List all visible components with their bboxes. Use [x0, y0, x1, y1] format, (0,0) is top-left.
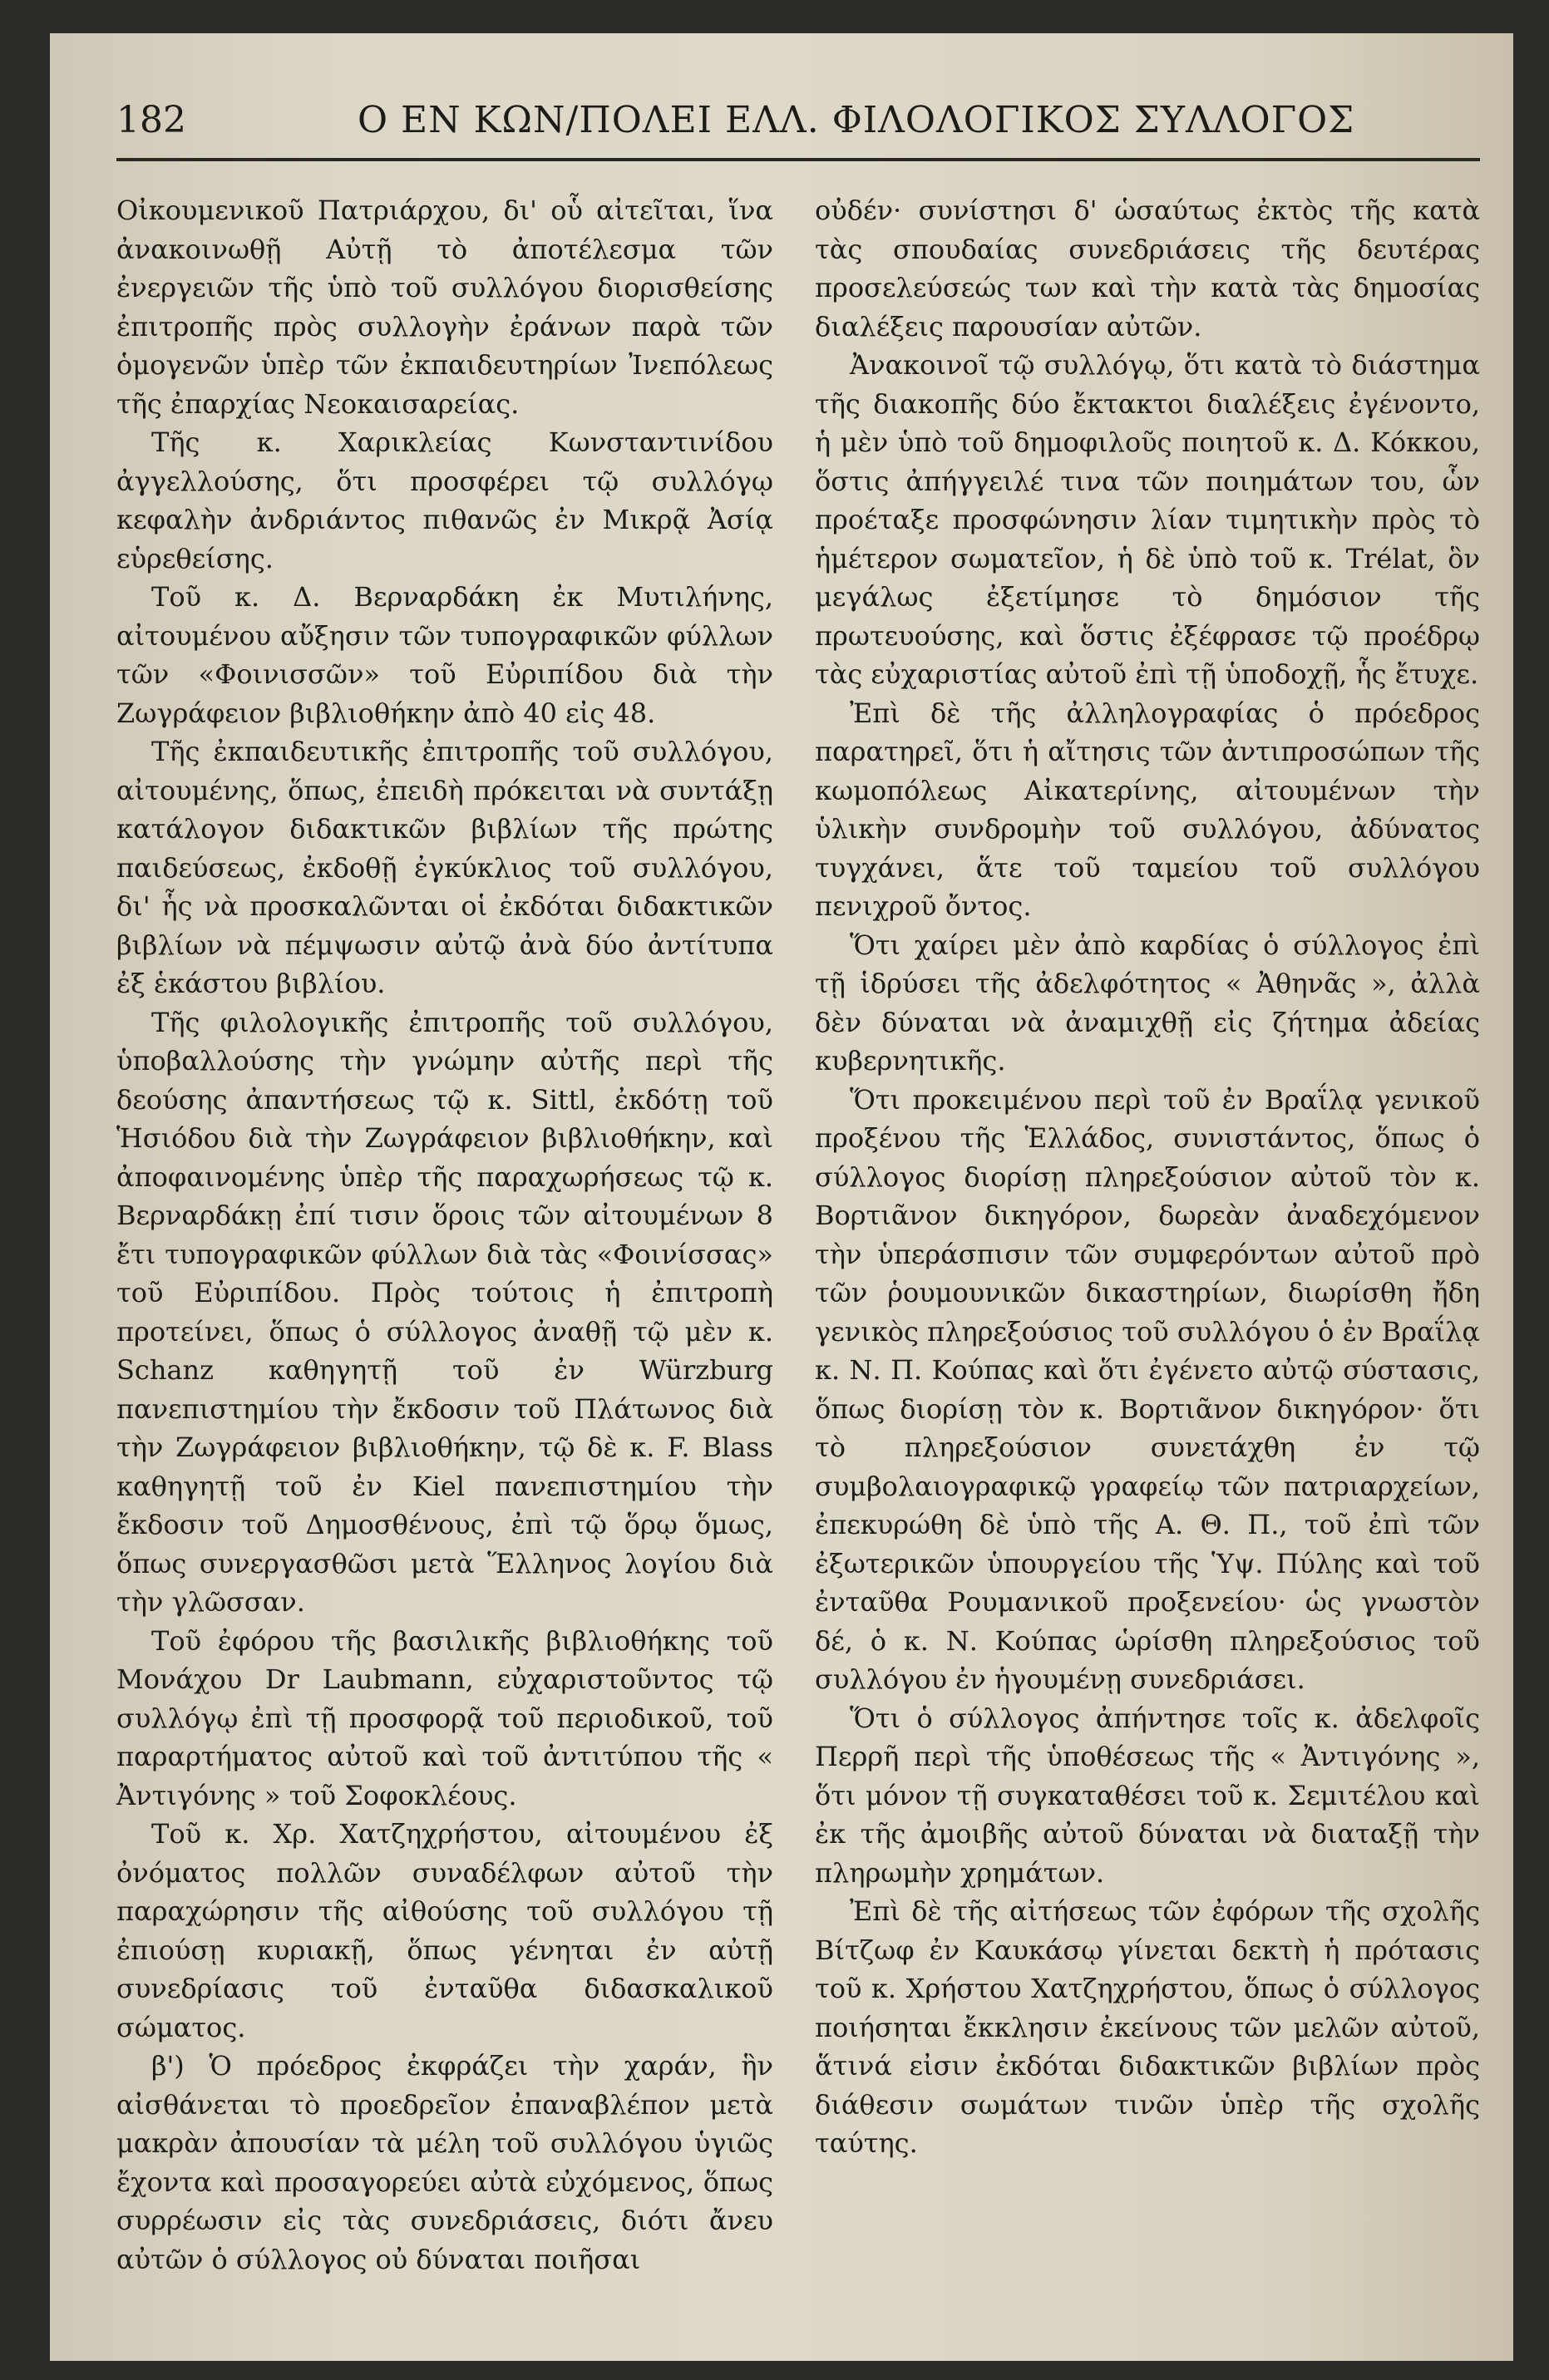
book-page — [50, 33, 1513, 2361]
left-column — [116, 191, 773, 2279]
paragraph: Τοῦ κ. Χρ. Χατζηχρήστου, αἰτουμένου ἐξ ὀνόματος πολλῶν συναδέλφων αὐτοῦ τὴν παραχώρησιν τῆς αἰθούσης τοῦ συλλόγου τῇ ἐπιούσῃ κυριακῇ, ὅπως γένηται ἐν αὐτῇ συνεδρίασις τοῦ ἐνταῦθα διδασκαλικοῦ σώματος. — [116, 1818, 773, 2043]
paragraph: Ὅτι προκειμένου περὶ τοῦ ἐν Βραΐλᾳ γενικοῦ προξένου τῆς Ἑλλάδος, συνιστάντος, ὅπως ὁ σύλλογος διορίσῃ πληρεξούσιον αὐτοῦ τὸν κ. Βορτιᾶνον δικηγόρον, δωρεὰν ἀναδεχόμενον τὴν ὑπεράσπισιν τῶν συμφερόντων αὐτοῦ πρὸ τῶν ῥουμουνικῶν δικαστηρίων, διωρίσθη ἤδη γενικὸς πληρεξούσιος τοῦ συλλόγου ὁ ἐν Βραΐλᾳ κ. Ν. Π. Κούπας καὶ ὅτι ἐγένετο αὐτῷ σύστασις, ὅπως διορίσῃ τὸν κ. Βορτιᾶνον δικηγόρον· ὅτι τὸ πληρεξούσιον συνετάχθη ἐν τῷ συμβολαιογραφικῷ γραφείῳ τῶν πατριαρχείων, ἐπεκυρώθη δὲ ὑπὸ τῆς Α. Θ. Π., τοῦ ἐπὶ τῶν ἐξωτερικῶν ὑπουργείου τῆς Ὑψ. Πύλης καὶ τοῦ ἐνταῦθα Ρουμανικοῦ προξενείου· ὡς γνωστὸν δέ, ὁ κ. Ν. Κούπας ὡρίσθη πληρεξούσιος τοῦ συλλόγου ἐν ἡγουμένῃ συνεδριάσει. — [815, 1083, 1480, 1695]
paragraph: Ἀνακοινοῖ τῷ συλλόγῳ, ὅτι κατὰ τὸ διάστημα τῆς διακοπῆς δύο ἔκτακτοι διαλέξεις ἐγένοντο, ἡ μὲν ὑπὸ τοῦ δημοφιλοῦς ποιητοῦ κ. Δ. Κόκκου, ὅστις ἀπήγγειλέ τινα τῶν ποιημάτων του, ὧν προέταξε προσφώνησιν λίαν τιμητικὴν πρὸς τὸ ἡμέτερον σωματεῖον, ἡ δὲ ὑπὸ τοῦ κ. Trélat, ὃν μεγάλως ἐξετίμησε τὸ δημόσιον τῆς πρωτευούσης, καὶ ὅστις ἐξέφρασε τῷ προέδρῳ τὰς εὐχαριστίας αὐτοῦ ἐπὶ τῇ ὑποδοχῇ, ἧς ἔτυχε. — [815, 349, 1480, 690]
paragraph: Τῆς ἐκπαιδευτικῆς ἐπιτροπῆς τοῦ συλλόγου, αἰτουμένης, ὅπως, ἐπειδὴ πρόκειται νὰ συντάξῃ κατάλογον διδακτικῶν βιβλίων τῆς πρώτης παιδεύσεως, ἐκδοθῇ ἐγκύκλιος τοῦ συλλόγου, δι' ἧς νὰ προσκαλῶνται οἱ ἐκδόται διδακτικῶν βιβλίων νὰ πέμψωσιν αὐτῷ ἀνὰ δύο ἀντίτυπα ἐξ ἑκάστου βιβλίου. — [116, 736, 773, 999]
paragraph: Τοῦ ἐφόρου τῆς βασιλικῆς βιβλιοθήκης τοῦ Μονάχου Dr Laubmann, εὐχαριστοῦντος τῷ συλλόγῳ ἐπὶ τῇ προσφορᾷ τοῦ περιοδικοῦ, τοῦ παραρτήματος αὐτοῦ καὶ τοῦ ἀντιτύπου τῆς « Ἀντιγόνης » τοῦ Σοφοκλέους. — [116, 1624, 773, 1811]
right-column — [815, 191, 1480, 2163]
running-head: Ο ΕΝ ΚΩΝ/ΠΟΛΕΙ ΕΛΛ. ΦΙΛΟΛΟΓΙΚΟΣ ΣΥΛΛΟΓΟΣ — [358, 99, 1355, 141]
paragraph: Τῆς φιλολογικῆς ἐπιτροπῆς τοῦ συλλόγου, ὑποβαλλούσης τὴν γνώμην αὐτῆς περὶ τῆς δεούσης ἀπαντήσεως τῷ κ. Sittl, ἐκδότῃ τοῦ Ἡσιόδου διὰ τὴν Ζωγράφειον βιβλιοθήκην, καὶ ἀποφαινομένης ὑπὲρ τῆς παραχωρήσεως τῷ κ. Βερναρδάκῃ ἐπί τισιν ὅροις τῶν αἰτουμένων 8 ἔτι τυπογραφικῶν φύλλων διὰ τὰς «Φοινίσσας» τοῦ Εὐριπίδου. Πρὸς τούτοις ἡ ἐπιτροπὴ προτείνει, ὅπως ὁ σύλλογος ἀναθῇ τῷ μὲν κ. Schanz καθηγητῇ τοῦ ἐν Würzburg πανεπιστημίου τὴν ἔκδοσιν τοῦ Πλάτωνος διὰ τὴν Ζωγράφειον βιβλιοθήκην, τῷ δὲ κ. F. Blass καθηγητῇ τοῦ ἐν Kiel πανεπιστημίου τὴν ἔκδοσιν τοῦ Δημοσθένους, ἐπὶ τῷ ὅρῳ ὅμως, ὅπως συνεργασθῶσι μετὰ Ἕλληνος λογίου διὰ τὴν γλῶσσαν. — [116, 1006, 773, 1618]
page-header — [116, 83, 1447, 141]
page-number: 182 — [116, 99, 186, 141]
paragraph: Ὅτι ὁ σύλλογος ἀπήντησε τοῖς κ. ἀδελφοῖς Περρῆ περὶ τῆς ὑποθέσεως τῆς « Ἀντιγόνης », ὅτι μόνον τῇ συγκαταθέσει τοῦ κ. Σεμιτέλου καὶ ἐκ τῆς ἀμοιβῆς αὐτοῦ δύναται νὰ διαταξῇ τὴν πληρωμὴν χρημάτων. — [815, 1702, 1480, 1889]
paragraph: οὐδέν· συνίστησι δ' ὡσαύτως ἐκτὸς τῆς κατὰ τὰς σπουδαίας συνεδριάσεις τῆς δευτέρας προσελεύσεώς των καὶ τὴν κατὰ τὰς δημοσίας διαλέξεις παρουσίαν αὐτῶν. — [815, 195, 1480, 342]
paragraph: Ἐπὶ δὲ τῆς ἀλληλογραφίας ὁ πρόεδρος παρατηρεῖ, ὅτι ἡ αἴτησις τῶν ἀντιπροσώπων τῆς κωμοπόλεως Αἰκατερίνης, αἰτουμένων τὴν ὑλικὴν συνδρομὴν τοῦ συλλόγου, ἀδύνατος τυγχάνει, ἅτε τοῦ ταμείου τοῦ συλλόγου πενιχροῦ ὄντος. — [815, 697, 1480, 922]
paragraph: Οἰκουμενικοῦ Πατριάρχου, δι' οὗ αἰτεῖται, ἵνα ἀνακοινωθῇ Αὐτῇ τὸ ἀποτέλεσμα τῶν ἐνεργειῶν τῆς ὑπὸ τοῦ συλλόγου διορισθείσης ἐπιτροπῆς πρὸς συλλογὴν ἐράνων παρὰ τῶν ὁμογενῶν ὑπὲρ τῶν ἐκπαιδευτηρίων Ἰνεπόλεως τῆς ἐπαρχίας Νεοκαισαρείας. — [116, 195, 773, 420]
paragraph: β') Ὁ πρόεδρος ἐκφράζει τὴν χαράν, ἣν αἰσθάνεται τὸ προεδρεῖον ἐπαναβλέπον μετὰ μακρὰν ἀπουσίαν τὰ μέλη τοῦ συλλόγου ὑγιῶς ἔχοντα καὶ προσαγορεύει αὐτὰ εὐχόμενος, ὅπως συρρέωσιν εἰς τὰς συνεδριάσεις, διότι ἄνευ αὐτῶν ὁ σύλλογος οὐ δύναται ποιῆσαι — [116, 2050, 773, 2275]
paragraph: Ὅτι χαίρει μὲν ἀπὸ καρδίας ὁ σύλλογος ἐπὶ τῇ ἱδρύσει τῆς ἀδελφότητος « Ἀθηνᾶς », ἀλλὰ δὲν δύναται νὰ ἀναμιχθῇ εἰς ζήτημα ἀδείας κυβερνητικῆς. — [815, 929, 1480, 1077]
header-rule — [116, 158, 1480, 161]
paragraph: Τῆς κ. Χαρικλείας Κωνσταντινίδου ἀγγελλούσης, ὅτι προσφέρει τῷ συλλόγῳ κεφαλὴν ἀνδριάντος πιθανῶς ἐν Μικρᾷ Ἀσίᾳ εὑρεθείσης. — [116, 426, 773, 574]
paragraph: Ἐπὶ δὲ τῆς αἰτήσεως τῶν ἐφόρων τῆς σχολῆς Βίτζωφ ἐν Καυκάσῳ γίνεται δεκτὴ ἡ πρότασις τοῦ κ. Χρήστου Χατζηχρήστου, ὅπως ὁ σύλλογος ποιήσηται ἔκκλησιν ἐκείνους τῶν μελῶν αὐτοῦ, ἅτινά εἰσιν ἐκδόται διδακτικῶν βιβλίων πρὸς διάθεσιν σωμάτων τινῶν ὑπὲρ τῆς σχολῆς ταύτης. — [815, 1895, 1480, 2159]
paragraph: Τοῦ κ. Δ. Βερναρδάκη ἐκ Μυτιλήνης, αἰτουμένου αὔξησιν τῶν τυπογραφικῶν φύλλων τῶν «Φοινισσῶν» τοῦ Εὐριπίδου διὰ τὴν Ζωγράφειον βιβλιοθήκην ἀπὸ 40 εἰς 48. — [116, 581, 773, 729]
